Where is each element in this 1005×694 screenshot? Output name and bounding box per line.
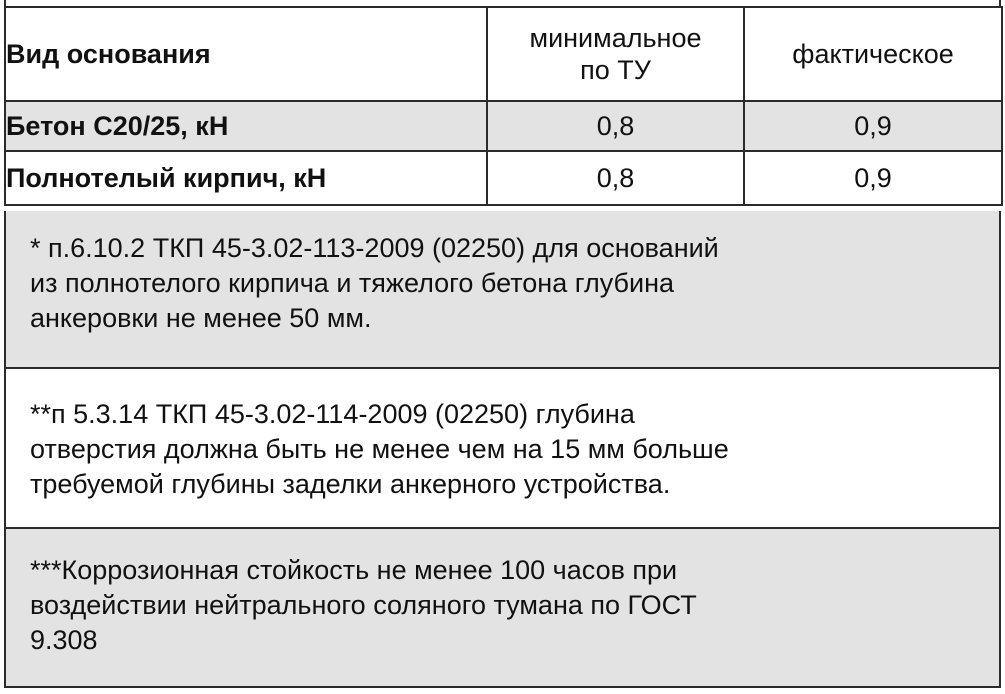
row-base-label: Полнотелый кирпич, кН xyxy=(5,151,487,205)
footnote-hole-depth: **п 5.3.14 ТКП 45-3.02-114-2009 (02250) глубина отверстия должна быть не менее чем на 15 мм больше требуемой глубины заделки анкерного устройства. xyxy=(4,369,1001,529)
row-actual-value: 0,9 xyxy=(744,151,1002,205)
row-actual-value: 0,9 xyxy=(744,101,1002,151)
header-actual: фактическое xyxy=(744,7,1002,101)
table-row xyxy=(5,151,1002,205)
header-base-type: Вид основания xyxy=(5,7,487,101)
header-minimum xyxy=(487,7,744,101)
row-minimum-value: 0,8 xyxy=(487,151,744,205)
row-base-label: Бетон С20/25, кН xyxy=(5,101,487,151)
footnote-anchoring-depth: * п.6.10.2 ТКП 45-3.02-113-2009 (02250) для оснований из полнотелого кирпича и тяжелого бетона глубина анкеровки не менее 50 мм. xyxy=(4,211,1001,369)
anchor-strength-table xyxy=(4,6,1003,206)
row-minimum-value: 0,8 xyxy=(487,101,744,151)
table-row xyxy=(5,101,1002,151)
footnote-corrosion-resistance: ***Коррозионная стойкость не менее 100 часов при воздействии нейтрального соляного тумана по ГОСТ 9.308 xyxy=(4,529,1001,688)
header-minimum-text: минимальное по ТУ xyxy=(529,23,702,85)
table-header-row xyxy=(5,7,1002,101)
